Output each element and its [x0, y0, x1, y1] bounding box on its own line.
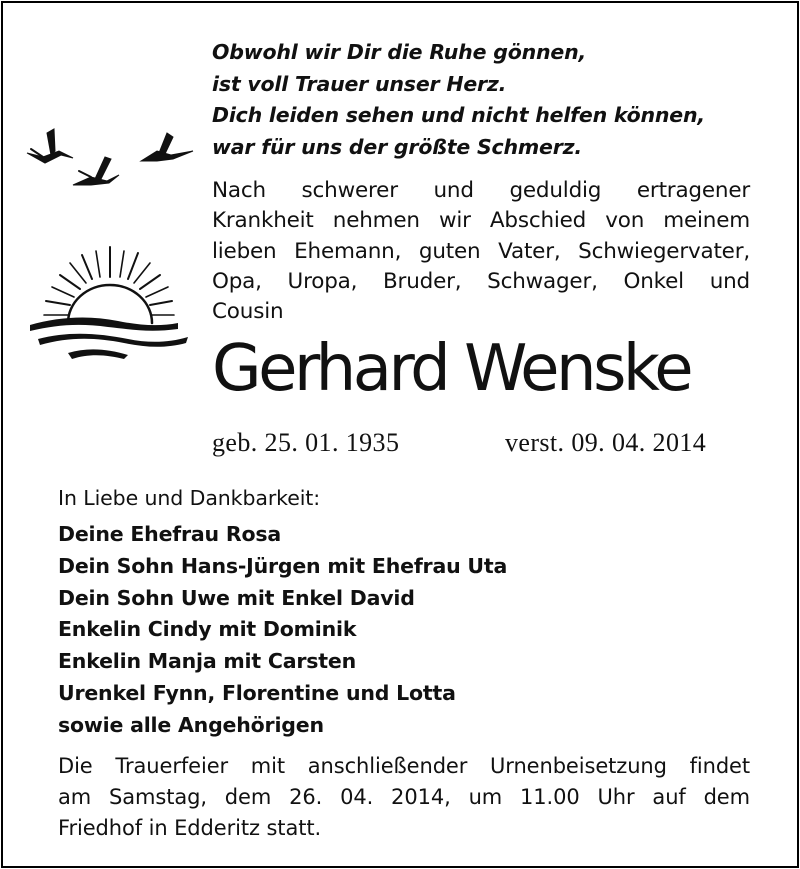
deceased-name: Gerhard Wenske — [212, 332, 691, 406]
sunrise-over-hills-icon — [28, 243, 193, 368]
poem-line: Obwohl wir Dir die Ruhe gönnen, — [212, 40, 587, 64]
birth-date: geb. 25. 01. 1935 — [212, 428, 400, 457]
memorial-poem — [212, 37, 705, 163]
ceremony-line: Friedhof in Edderitz statt. — [58, 816, 322, 840]
ceremony-line: Die Trauerfeier mit anschließender Urnenbeisetzung findet — [58, 754, 750, 778]
poem-line: war für uns der größte Schmerz. — [212, 134, 582, 159]
intro-line: Nach schwerer und geduldig ertragener — [212, 178, 750, 203]
mourner-entry: Dein Sohn Hans-Jürgen mit Ehefrau Uta — [58, 553, 508, 578]
dedication-line: In Liebe und Dankbarkeit: — [58, 486, 321, 510]
obituary-notice — [1, 1, 799, 868]
death-date: verst. 09. 04. 2014 — [505, 428, 707, 457]
ceremony-line: am Samstag, dem 26. 04. 2014, um 11.00 Uhr auf dem — [58, 785, 750, 809]
mourner-entry: Urenkel Fynn, Florentine und Lotta — [58, 680, 456, 705]
flying-birds-icon — [21, 121, 201, 196]
intro-line: Cousin — [212, 299, 284, 325]
mourners-list — [58, 519, 507, 742]
farewell-intro — [212, 176, 750, 327]
intro-line: Krankheit nehmen wir Abschied von meinem — [212, 208, 750, 234]
mourner-entry: Dein Sohn Uwe mit Enkel David — [58, 585, 415, 610]
poem-line: ist voll Trauer unser Herz. — [212, 71, 507, 96]
funeral-details — [58, 751, 750, 844]
mourner-entry: Deine Ehefrau Rosa — [58, 522, 281, 546]
mourner-entry: Enkelin Manja mit Carsten — [58, 649, 357, 674]
intro-line: lieben Ehemann, guten Vater, Schwiegervater, — [212, 238, 750, 264]
poem-line: Dich leiden sehen und nicht helfen können, — [212, 103, 705, 128]
intro-line: Opa, Uropa, Bruder, Schwager, Onkel und — [212, 268, 750, 294]
mourner-entry: Enkelin Cindy mit Dominik — [58, 617, 357, 642]
mourner-entry: sowie alle Angehörigen — [58, 712, 324, 737]
